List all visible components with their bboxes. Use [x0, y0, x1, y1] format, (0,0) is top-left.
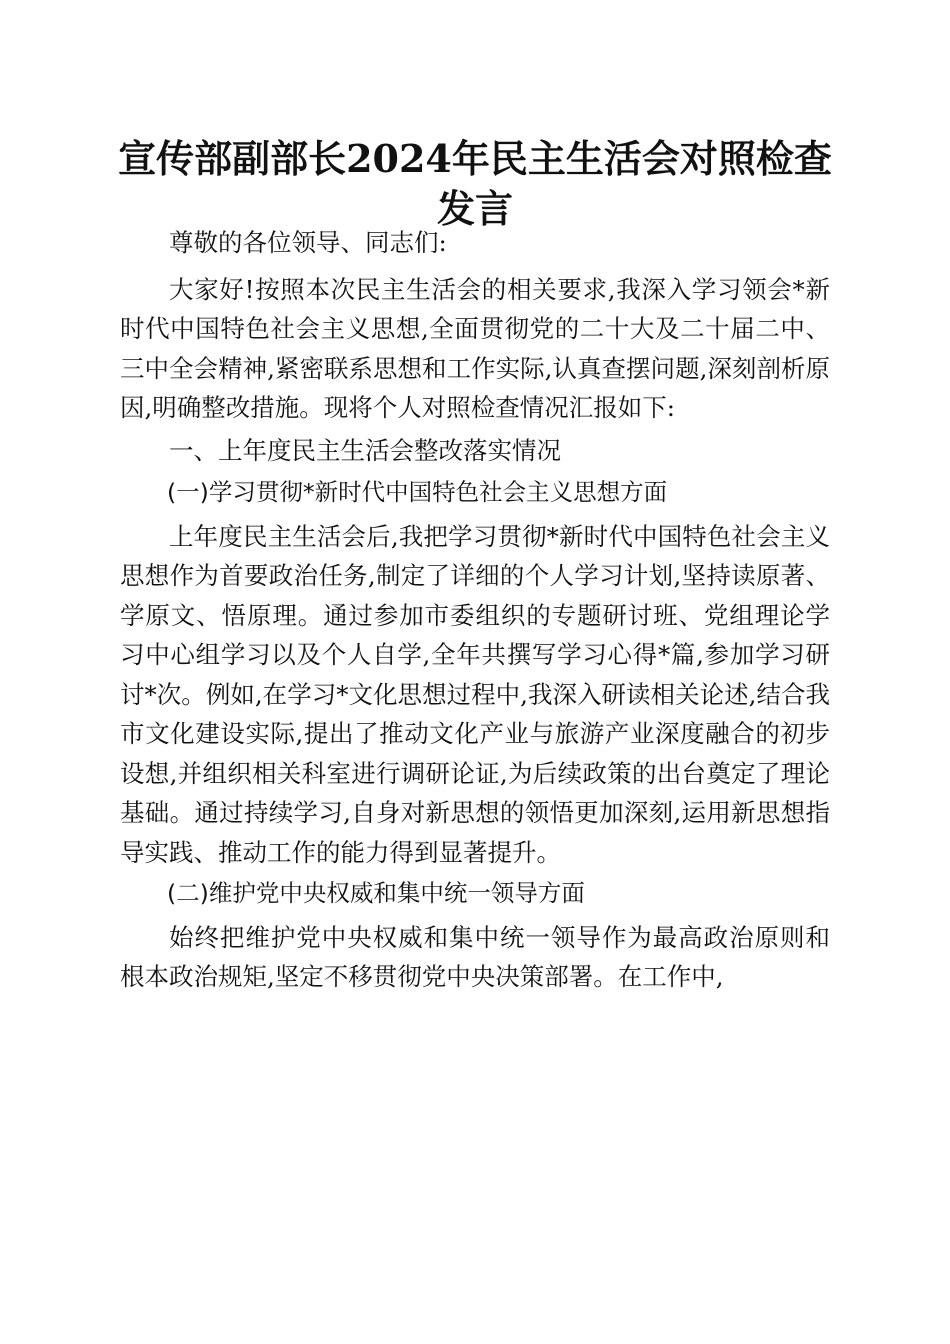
- document-body: [120, 223, 830, 997]
- subsection-heading-1: (一)学习贯彻*新时代中国特色社会主义思想方面: [167, 478, 668, 506]
- subsection-heading-2: (二)维护党中央权威和集中统一领导方面: [167, 879, 585, 907]
- subsection-body-2: 始终把维护党中央权威和集中统一领导作为最高政治原则和根本政治规矩,坚定不移贯彻党中央决策部署。在工作中,: [120, 922, 830, 991]
- subsection-body-1: 上年度民主生活会后,我把学习贯彻*新时代中国特色社会主义思想作为首要政治任务,制定了详细的个人学习计划,坚持读原著、学原文、悟原理。通过参加市委组织的专题研讨班、党组理论学习中心组学习以及个人自学,全年共撰写学习心得*篇,参加学习研讨*次。例如,在学习*文化思想过程中,我深入研读相关论述,结合我市文化建设实际,提出了推动文化产业与旅游产业深度融合的初步设想,并组织相关科室进行调研论证,为后续政策的出台奠定了理论基础。通过持续学习,自身对新思想的领悟更加深刻,运用新思想指导实践、推动工作的能力得到显著提升。: [120, 521, 830, 867]
- intro-paragraph: 大家好!按照本次民主生活会的相关要求,我深入学习领会*新时代中国特色社会主义思想,全面贯彻党的二十大及二十届二中、三中全会精神,紧密联系思想和工作实际,认真查摆问题,深刻剖析原因,明确整改措施。现将个人对照检查情况汇报如下:: [120, 274, 830, 422]
- document-title: 宣传部副部长2024年民主生活会对照检查发言: [118, 136, 832, 231]
- greeting-paragraph: 尊敬的各位领导、同志们:: [169, 228, 447, 257]
- section-heading-1: 一、上年度民主生活会整改落实情况: [169, 435, 561, 465]
